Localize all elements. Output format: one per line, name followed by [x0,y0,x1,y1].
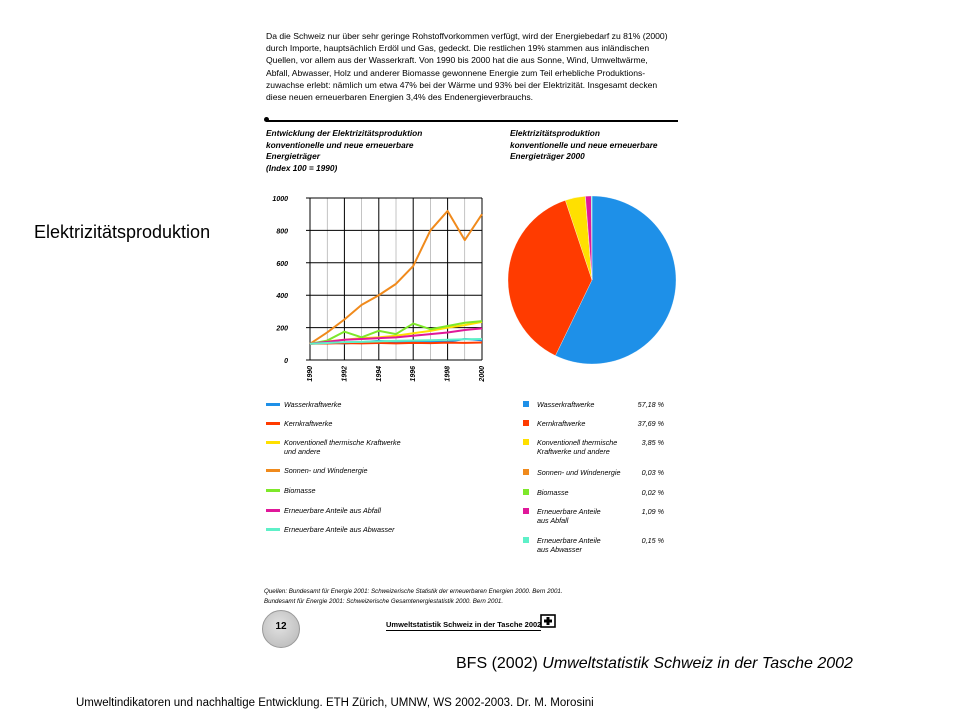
legend-percent-biomasse: 0,02 % [641,488,664,497]
line-chart-title-line: (Index 100 = 1990) [266,162,338,173]
x-tick-label: 1990 [307,366,314,382]
page-number: 12 [275,621,287,632]
line-chart-title-line: Entwicklung der Elektrizitätsproduktion [266,128,423,138]
document-footer-title: Umweltstatistik Schweiz in der Tasche 2002 [386,620,542,629]
pie-chart-title-line: Energieträger 2000 [510,151,585,161]
legend-label-line: Erneuerbare Anteile [537,536,601,545]
legend-label-abfall [284,506,464,515]
section-rule [266,120,678,122]
legend-label-wasser [537,400,637,409]
legend-label-line: Kraftwerke und andere [537,447,610,456]
legend-swatch-abwasser [266,528,280,531]
x-tick-label: 2000 [479,366,486,382]
legend-swatch-kern [523,420,529,426]
slide-title: Elektrizitätsproduktion [34,222,211,242]
legend-swatch-biomasse [523,489,529,495]
reference-title: Umweltstatistik Schweiz in der Tasche 2002 [542,655,853,672]
legend-label-line: Erneuerbare Anteile aus Abfall [284,506,381,515]
legend-label-biomasse [537,488,637,497]
legend-swatch-konv [266,441,280,444]
legend-percent-abfall: 1,09 % [641,507,664,516]
pie-slices-group [508,196,676,364]
intro-paragraph [266,30,680,103]
legend-swatch-biomasse [266,489,280,492]
legend-label-abwasser [537,536,637,554]
legend-label-line: Konventionell thermische Kraftwerke [284,438,401,447]
x-tick-label: 1998 [444,366,452,382]
pie-chart-title-line: konventionelle und neue erneuerbare [510,139,658,150]
y-tick-label: 600 [276,260,288,268]
legend-swatch-konv [523,439,529,445]
legend-percent-sonne: 0,03 % [641,468,664,477]
source-line: Bundesamt für Energie 2001: Schweizerische Gesamtenergiestatistik 2000. Bern 2001. [264,597,504,605]
legend-label-line: Biomasse [537,488,569,497]
x-tick-label: 1996 [410,366,418,382]
y-tick-label: 0 [284,358,288,365]
legend-label-wasser [284,400,464,409]
swiss-cross-logo-icon [540,614,556,628]
y-tick-label: 400 [276,293,288,301]
source-reference [456,655,853,673]
line-chart-title-line: Energieträger [266,151,320,161]
legend-percent-wasser: 57,18 % [637,400,664,409]
line-chart-title-line: konventionelle und neue erneuerbare [266,139,414,150]
legend-swatch-abfall [523,508,529,514]
legend-label-biomasse [284,486,464,495]
legend-label-line: Erneuerbare Anteile aus Abwasser [284,525,395,534]
legend-label-line: Biomasse [284,486,316,495]
intro-line: Quellen, vor allem aus der Wasserkraft. Von 1990 bis 2000 hat die aus Sonne, Wind, Umweltwärme, [266,55,648,66]
legend-label-line: Konventionell thermische [537,438,618,447]
legend-label-konv [537,438,637,456]
x-tick-label: 1992 [341,366,349,382]
legend-label-kern [284,419,464,428]
legend-swatch-wasser [266,403,280,406]
legend-swatch-abfall [266,509,280,512]
legend-label-abfall [537,507,637,525]
legend-percent-abwasser: 0,15 % [641,536,664,545]
source-line: Quellen: Bundesamt für Energie 2001: Schweizerische Statistik der erneuerbaren Energien 2000. Bern 2001. [264,588,563,595]
sources [264,587,563,606]
legend-swatch-abwasser [523,537,529,543]
legend-label-line: Sonnen- und Windenergie [537,468,621,477]
legend-label-sonne [284,466,464,475]
y-tick-label: 200 [276,325,288,333]
pie-chart-title [510,128,685,163]
intro-line: zuwachse erlebt: nämlich um etwa 47% bei der Wärme und 93% bei der Elektrizität. Insgesamt decken [266,79,658,90]
legend-label-line: Kernkraftwerke [537,419,586,428]
legend-swatch-kern [266,422,280,425]
legend-label-line: aus Abfall [537,516,569,525]
legend-label-line: aus Abwasser [537,545,582,554]
line-chart-title [266,128,486,174]
legend-label-abwasser [284,525,464,534]
intro-line: diese neuen erneuerbaren Energien 3,4% des Endenergieverbrauchs. [266,92,534,103]
reference-author-year: BFS (2002) [456,655,538,672]
intro-line: Abfall, Abwasser, Holz und anderer Biomasse gewonnene Energie zum Teil erhebliche Produktions- [266,67,646,78]
pie-chart-title-line: Elektrizitätsproduktion [510,128,600,138]
slide-footer: Umweltindikatoren und nachhaltige Entwicklung. ETH Zürich, UMNW, WS 2002-2003. Dr. M. Morosini [76,697,594,709]
intro-line: durch Importe, hauptsächlich Erdöl und Gas, gedeckt. Die restlichen 19% stammen aus inländischen [266,43,650,54]
legend-label-konv [284,438,464,456]
legend-label-line: Sonnen- und Windenergie [284,466,368,475]
legend-label-line: Kernkraftwerke [284,419,333,428]
legend-label-line: Erneuerbare Anteile [537,507,601,516]
legend-swatch-sonne [266,469,280,472]
pie-chart [500,190,685,370]
legend-label-kern [537,419,637,428]
legend-label-line: und andere [284,447,321,456]
legend-percent-kern: 37,69 % [637,419,664,428]
legend-label-line: Wasserkraftwerke [537,400,595,409]
y-tick-label: 1000 [272,196,288,203]
line-chart [260,190,500,385]
legend-label-line: Wasserkraftwerke [284,400,342,409]
legend-label-sonne [537,468,637,477]
y-tick-label: 800 [276,228,288,236]
intro-line: Da die Schweiz nur über sehr geringe Rohstoffvorkommen verfügt, wird der Energiebedarf zu 81% (2000) [266,31,668,41]
legend-swatch-wasser [523,401,529,407]
legend-percent-konv: 3,85 % [641,438,664,447]
legend-swatch-sonne [523,469,529,475]
x-tick-label: 1994 [375,366,383,382]
